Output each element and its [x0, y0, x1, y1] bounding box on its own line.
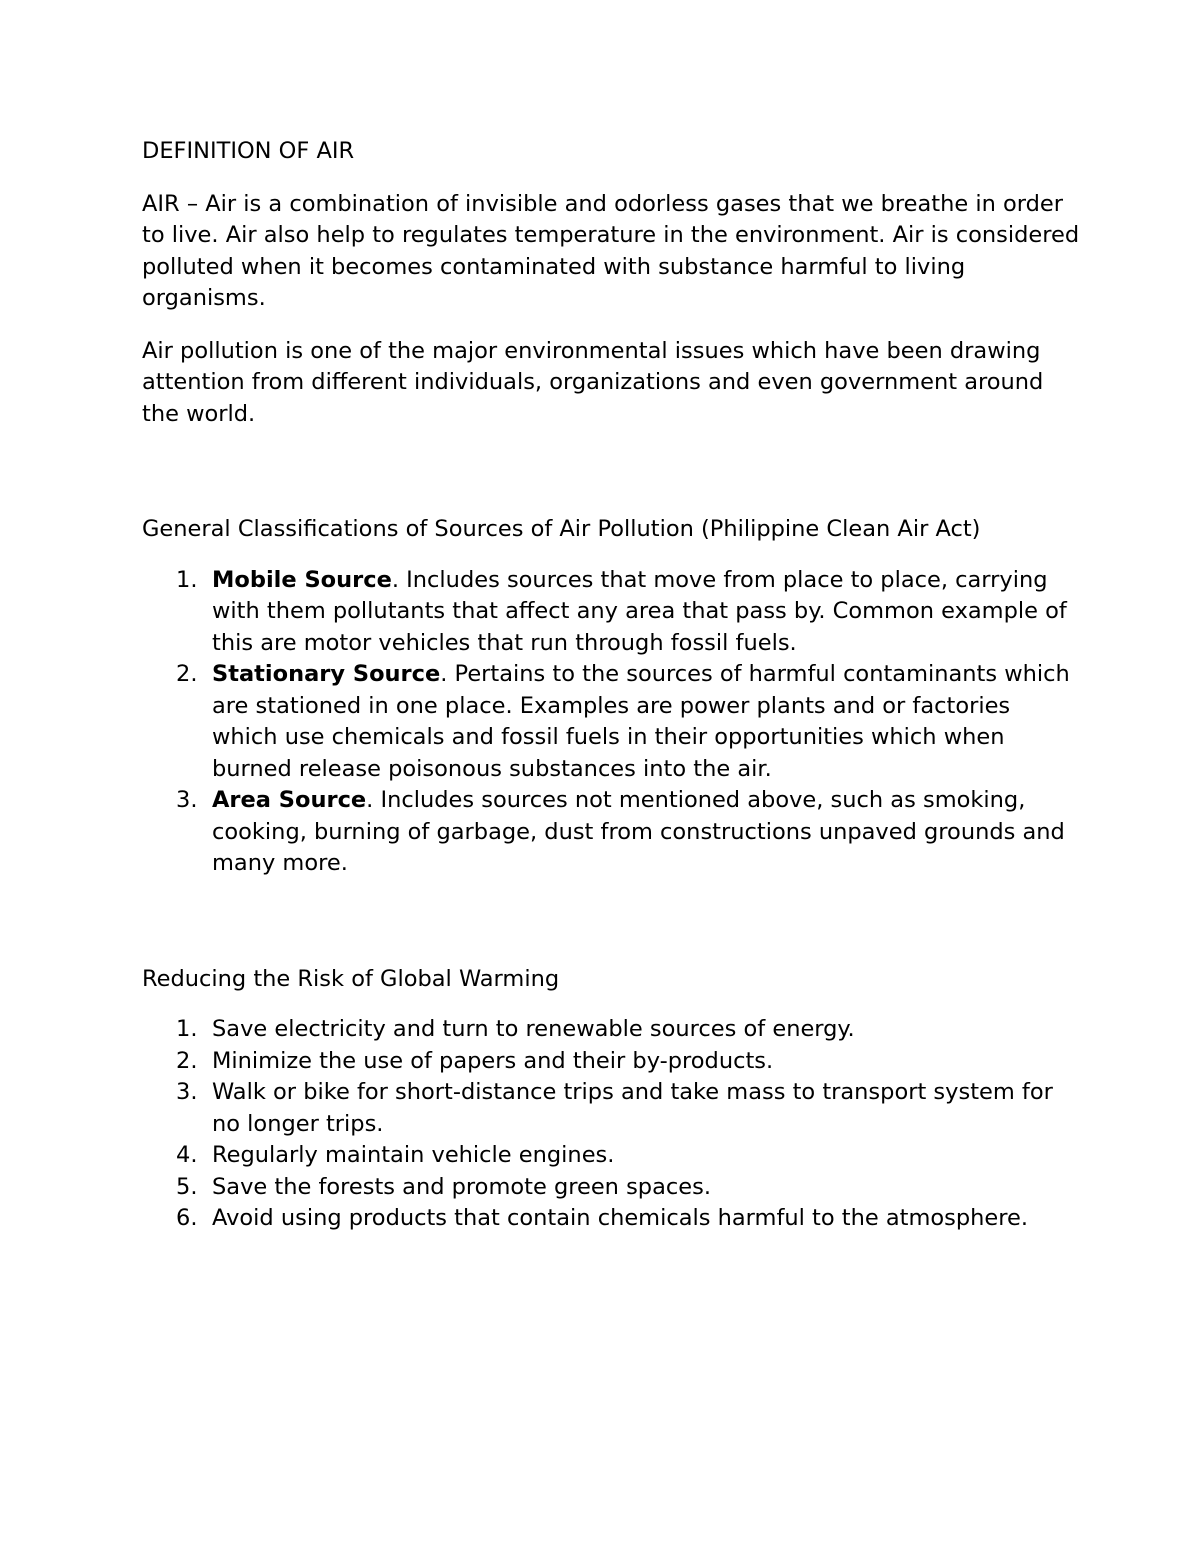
- list-text: Avoid using products that contain chemicals harmful to the atmosphere.: [212, 1205, 1028, 1231]
- classifications-heading: General Classifications of Sources of Air Pollution (Philippine Clean Air Act): [142, 516, 981, 542]
- global-warming-heading: Reducing the Risk of Global Warming: [142, 965, 560, 992]
- list-item: [142, 1014, 1082, 1046]
- list-number: 2.: [176, 661, 198, 687]
- global-warming-list: [142, 1014, 1082, 1235]
- list-term: Mobile Source: [212, 566, 392, 593]
- list-item: [142, 1077, 1082, 1140]
- document-title: DEFINITION OF AIR: [142, 138, 355, 164]
- list-number: 2.: [176, 1047, 198, 1074]
- list-text: . Pertains to the sources of harmful contaminants which are stationed in one place. Examples are power plants and or factories which use chemicals and fossil fuels in their opportunities which when burned release poisonous substances into the air.: [212, 661, 1070, 782]
- list-item: [142, 1172, 1082, 1204]
- definition-paragraph: AIR – Air is a combination of invisible and odorless gases that we breathe in order to live. Air also help to regulates temperature in the environment. Air is considered polluted when it becomes contaminated with substance harmful to living organisms.: [142, 190, 1080, 311]
- list-number: 6.: [176, 1205, 198, 1231]
- list-text: Save the forests and promote green spaces.: [212, 1173, 711, 1200]
- list-item: [142, 1203, 1082, 1235]
- list-item: [142, 1140, 1082, 1172]
- document-page: [142, 136, 1082, 1235]
- list-item: [142, 1046, 1082, 1078]
- list-number: 4.: [176, 1142, 198, 1168]
- list-text: Save electricity and turn to renewable sources of energy.: [212, 1016, 855, 1042]
- list-text: . Includes sources that move from place to place, carrying with them pollutants that affect any area that pass by. Common example of this are motor vehicles that run through fossil fuels.: [212, 566, 1067, 656]
- list-number: 5.: [176, 1173, 198, 1200]
- list-item: [142, 565, 1082, 660]
- list-text: Walk or bike for short-distance trips and take mass to transport system for no longer trips.: [212, 1079, 1053, 1137]
- list-term: Stationary Source: [212, 661, 441, 687]
- list-text: . Includes sources not mentioned above, such as smoking, cooking, burning of garbage, dust from constructions unpaved grounds and many more.: [212, 787, 1065, 876]
- list-number: 3.: [176, 787, 198, 813]
- list-item: [142, 785, 1082, 880]
- list-number: 1.: [176, 566, 198, 593]
- list-text: Regularly maintain vehicle engines.: [212, 1142, 615, 1168]
- pollution-paragraph: Air pollution is one of the major environmental issues which have been drawing attention from different individuals, organizations and even government around the world.: [142, 337, 1044, 427]
- classifications-list: [142, 565, 1082, 880]
- list-number: 3.: [176, 1079, 198, 1105]
- list-term: Area Source: [212, 787, 367, 813]
- list-text: Minimize the use of papers and their by-products.: [212, 1047, 774, 1074]
- list-number: 1.: [176, 1016, 198, 1042]
- list-item: [142, 659, 1082, 785]
